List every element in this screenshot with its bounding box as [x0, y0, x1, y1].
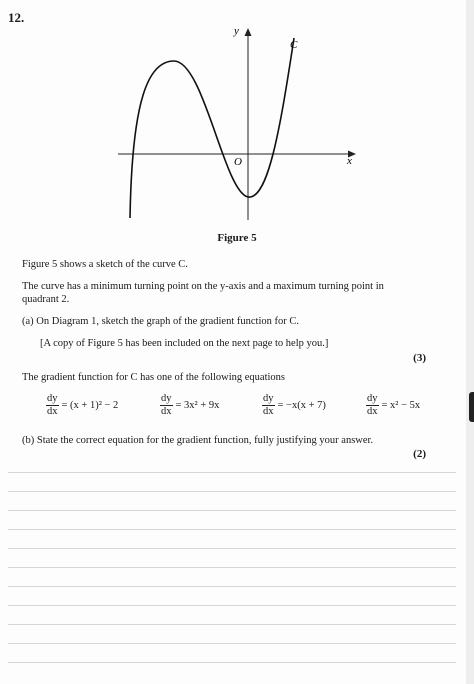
- derivative-fraction: $\frac{dy}{dx}$: [161, 393, 172, 417]
- answer-line: [8, 643, 456, 644]
- equation-option-3: [262, 393, 326, 418]
- answer-line: [8, 567, 456, 568]
- answer-line: [8, 472, 456, 473]
- derivative-fraction: $\frac{dy}{dx}$: [263, 393, 274, 417]
- equation-rhs: = x² − 5x: [381, 400, 421, 411]
- figure-description: Figure 5 shows a sketch of the curve C.: [22, 259, 188, 270]
- answer-line: [8, 491, 456, 492]
- equation-option-1: [46, 393, 118, 418]
- equation-rhs: = −x(x + 7): [277, 400, 326, 411]
- origin-label: O: [234, 156, 242, 168]
- derivative-fraction: $\frac{dy}{dx}$: [367, 393, 378, 417]
- curve-label: C: [290, 39, 298, 51]
- equation-option-2: [160, 393, 219, 418]
- part-a-note: [A copy of Figure 5 has been included on the next page to help you.]: [40, 338, 329, 349]
- curve-description-line1: The curve has a minimum turning point on the y-axis and a maximum turning point in: [22, 281, 384, 292]
- part-b-marks: (2): [413, 448, 426, 460]
- part-a-marks: (3): [413, 352, 426, 364]
- figure-caption: Figure 5: [217, 232, 257, 244]
- page-edge: [466, 0, 474, 684]
- answer-line: [8, 605, 456, 606]
- answer-line: [8, 510, 456, 511]
- y-axis-label: y: [234, 25, 239, 37]
- equation-option-4: [366, 393, 420, 418]
- answer-line: [8, 529, 456, 530]
- answer-line: [8, 548, 456, 549]
- question-number: 12.: [8, 10, 25, 25]
- part-a-question: (a) On Diagram 1, sketch the graph of the gradient function for C.: [22, 316, 299, 327]
- answer-line: [8, 586, 456, 587]
- curve-graph: [118, 20, 368, 225]
- x-axis-label: x: [347, 155, 352, 167]
- page-edge-mark: [469, 392, 474, 422]
- answer-line: [8, 624, 456, 625]
- derivative-fraction: $\frac{dy}{dx}$: [47, 393, 58, 417]
- curve-c: [130, 38, 294, 218]
- answer-line: [8, 662, 456, 663]
- equation-rhs: = 3x² + 9x: [175, 400, 220, 411]
- y-axis-arrow: [245, 28, 252, 36]
- curve-description-line2: quadrant 2.: [22, 294, 70, 305]
- equation-rhs: = (x + 1)² − 2: [61, 400, 119, 411]
- gradient-intro: The gradient function for C has one of the following equations: [22, 372, 286, 383]
- part-b-question: (b) State the correct equation for the gradient function, fully justifying your answer.: [22, 435, 374, 446]
